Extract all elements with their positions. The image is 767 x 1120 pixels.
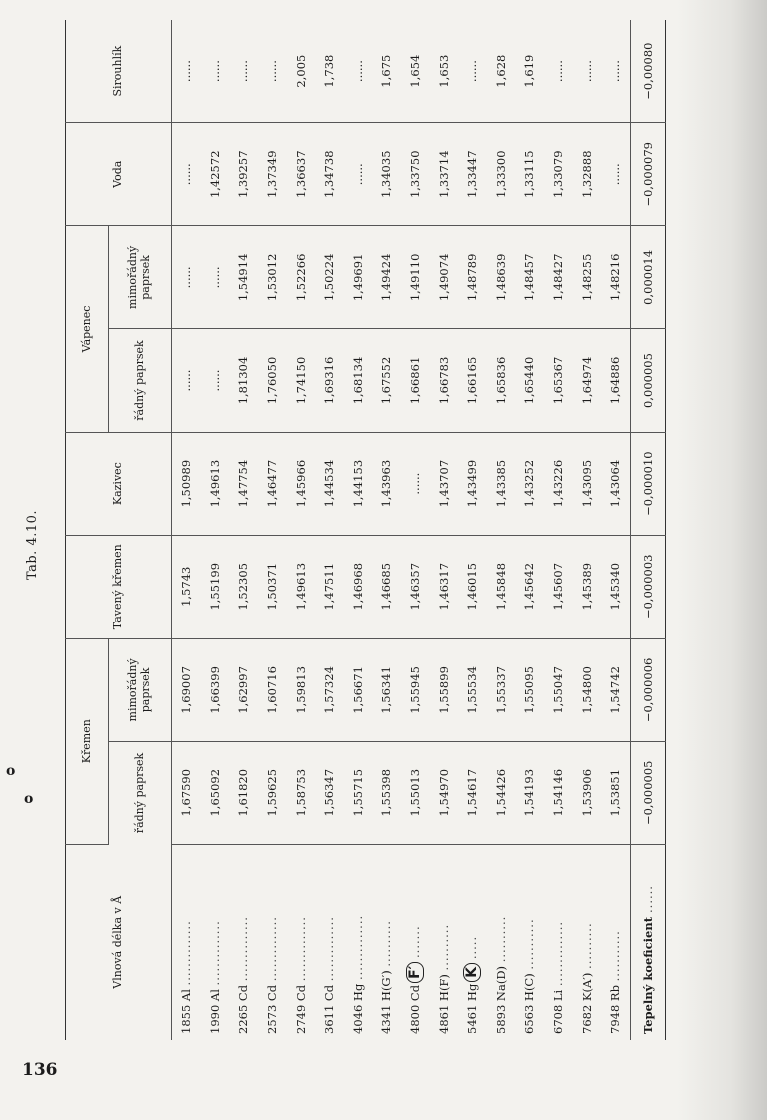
cell-quartz-extraordinary: 1,56671 bbox=[344, 638, 373, 741]
cell-quartz-ordinary: 1,58753 bbox=[286, 741, 315, 844]
table-body bbox=[172, 20, 666, 1040]
coefficient-calcite-extraordinary: 0,000014 bbox=[630, 226, 665, 329]
table-row bbox=[458, 20, 487, 1040]
table-row bbox=[172, 20, 201, 1040]
cell-quartz-extraordinary: 1,54800 bbox=[572, 638, 601, 741]
wavelength-label: 6563 H(C) bbox=[522, 973, 537, 1034]
table-caption: Tab. 4.10. bbox=[25, 509, 40, 581]
cell-water: ...... bbox=[601, 123, 630, 226]
cell-calcite-ordinary: 1,65440 bbox=[515, 329, 544, 432]
cell-cs2: ...... bbox=[172, 20, 201, 123]
leader-dots: .............. bbox=[322, 916, 337, 982]
cell-calcite-ordinary: 1,65367 bbox=[544, 329, 573, 432]
coefficient-fused-quartz: −0,000003 bbox=[630, 535, 665, 638]
cell-fused-quartz: 1,45642 bbox=[515, 535, 544, 638]
cell-fused-quartz: 1,45848 bbox=[487, 535, 516, 638]
cell-cs2: 1,628 bbox=[487, 20, 516, 123]
cell-cs2: 1,654 bbox=[401, 20, 430, 123]
leader-dots: .............. bbox=[236, 916, 251, 982]
leader-dots: .......... bbox=[436, 923, 451, 971]
cell-cs2: 2,005 bbox=[286, 20, 315, 123]
cell-quartz-ordinary: 1,53906 bbox=[572, 741, 601, 844]
cell-calcite-extraordinary: 1,49691 bbox=[344, 226, 373, 329]
cell-fluorite: 1,43095 bbox=[572, 432, 601, 535]
leader-dots: ........... bbox=[522, 918, 537, 970]
cell-fluorite: 1,50989 bbox=[172, 432, 201, 535]
cell-cs2: ...... bbox=[544, 20, 573, 123]
header-calcite-extraordinary: mimořádný paprsek bbox=[109, 226, 172, 329]
cell-calcite-ordinary: 1,66783 bbox=[429, 329, 458, 432]
table-row bbox=[201, 20, 230, 1040]
cell-calcite-extraordinary: 1,49074 bbox=[429, 226, 458, 329]
leader-dots: .............. bbox=[207, 920, 222, 986]
header-calcite: Vápenec bbox=[66, 226, 109, 432]
margin-mark: o bbox=[24, 791, 34, 807]
cell-calcite-extraordinary: 1,53012 bbox=[258, 226, 287, 329]
coefficient-water: −0,000079 bbox=[630, 123, 665, 226]
row-label bbox=[344, 844, 373, 1040]
leader-dots: ...... bbox=[640, 885, 655, 913]
cell-quartz-extraordinary: 1,55047 bbox=[544, 638, 573, 741]
row-label bbox=[258, 844, 287, 1040]
cell-fused-quartz: 1,47511 bbox=[315, 535, 344, 638]
cell-calcite-extraordinary: 1,48427 bbox=[544, 226, 573, 329]
cell-quartz-ordinary: 1,55715 bbox=[344, 741, 373, 844]
cell-calcite-ordinary: 1,74150 bbox=[286, 329, 315, 432]
cell-cs2: ...... bbox=[229, 20, 258, 123]
cell-cs2: 1,675 bbox=[372, 20, 401, 123]
cell-calcite-ordinary: 1,66861 bbox=[401, 329, 430, 432]
cell-quartz-ordinary: 1,65092 bbox=[201, 741, 230, 844]
header-quartz-ordinary: řádný paprsek bbox=[109, 741, 172, 844]
coefficient-cs2: −0,00080 bbox=[630, 20, 665, 123]
cell-quartz-extraordinary: 1,55899 bbox=[429, 638, 458, 741]
cell-fused-quartz: 1,46015 bbox=[458, 535, 487, 638]
cell-calcite-extraordinary: 1,48639 bbox=[487, 226, 516, 329]
cell-fluorite: 1,43499 bbox=[458, 432, 487, 535]
cell-fluorite: 1,43963 bbox=[372, 432, 401, 535]
table-row bbox=[286, 20, 315, 1040]
cell-calcite-extraordinary: 1,48457 bbox=[515, 226, 544, 329]
header-calcite-ordinary: řádný paprsek bbox=[109, 329, 172, 432]
row-label bbox=[601, 844, 630, 1040]
cell-quartz-ordinary: 1,54146 bbox=[544, 741, 573, 844]
wavelength-label: 7682 K(A′) bbox=[579, 972, 594, 1034]
cell-water: 1,34738 bbox=[315, 123, 344, 226]
leader-dots: ........... bbox=[608, 930, 623, 982]
refractive-index-table bbox=[65, 20, 666, 1040]
coefficient-calcite-ordinary: 0,000005 bbox=[630, 329, 665, 432]
cell-water: 1,33079 bbox=[544, 123, 573, 226]
cell-calcite-ordinary: 1,64974 bbox=[572, 329, 601, 432]
wavelength-label: 2573 Cd bbox=[265, 984, 280, 1034]
cell-water: 1,34035 bbox=[372, 123, 401, 226]
header-water: Voda bbox=[66, 123, 172, 226]
leader-dots: .............. bbox=[293, 916, 308, 982]
cell-fused-quartz: 1,46317 bbox=[429, 535, 458, 638]
cell-calcite-ordinary: 1,66165 bbox=[458, 329, 487, 432]
wavelength-label: 3611 Cd bbox=[322, 984, 337, 1034]
cell-calcite-extraordinary: ...... bbox=[201, 226, 230, 329]
cell-water: ...... bbox=[344, 123, 373, 226]
cell-quartz-ordinary: 1,54426 bbox=[487, 741, 516, 844]
cell-fluorite: 1,43226 bbox=[544, 432, 573, 535]
cell-fluorite: 1,43064 bbox=[601, 432, 630, 535]
cell-quartz-extraordinary: 1,55534 bbox=[458, 638, 487, 741]
table-row bbox=[544, 20, 573, 1040]
cell-quartz-extraordinary: 1,55945 bbox=[401, 638, 430, 741]
leader-dots: ..... bbox=[465, 935, 480, 960]
cell-cs2: ...... bbox=[258, 20, 287, 123]
wavelength-label: 2265 Cd bbox=[236, 984, 251, 1034]
wavelength-label: 5461 Hg bbox=[465, 983, 480, 1034]
cell-quartz-extraordinary: 1,56341 bbox=[372, 638, 401, 741]
wavelength-label: 6708 Li bbox=[551, 989, 566, 1034]
wavelength-label: 4341 H(G′) bbox=[379, 970, 394, 1034]
cell-calcite-extraordinary: 1,48255 bbox=[572, 226, 601, 329]
cell-quartz-ordinary: 1,67590 bbox=[172, 741, 201, 844]
cell-calcite-extraordinary: 1,48789 bbox=[458, 226, 487, 329]
cell-calcite-ordinary: 1,68134 bbox=[344, 329, 373, 432]
leader-dots: .......... bbox=[379, 920, 394, 967]
table-row bbox=[429, 20, 458, 1040]
cell-fused-quartz: 1,45607 bbox=[544, 535, 573, 638]
cell-quartz-extraordinary: 1,59813 bbox=[286, 638, 315, 741]
row-label bbox=[572, 844, 601, 1040]
cell-quartz-ordinary: 1,55013 bbox=[401, 741, 430, 844]
table-row bbox=[372, 20, 401, 1040]
cell-fluorite: 1,43252 bbox=[515, 432, 544, 535]
cell-quartz-ordinary: 1,59625 bbox=[258, 741, 287, 844]
row-label bbox=[229, 844, 258, 1040]
wavelength-label: 5893 Na(D) bbox=[493, 965, 508, 1034]
cell-fused-quartz: 1,46357 bbox=[401, 535, 430, 638]
handwritten-annotation: F′ bbox=[406, 962, 424, 983]
wavelength-label: 4861 H(F) bbox=[436, 974, 451, 1034]
cell-water: 1,36637 bbox=[286, 123, 315, 226]
coefficient-label-cell bbox=[630, 844, 665, 1040]
cell-fused-quartz: 1,45389 bbox=[572, 535, 601, 638]
header-wavelength: Vlnová délka v Å bbox=[66, 844, 172, 1040]
cell-quartz-ordinary: 1,54193 bbox=[515, 741, 544, 844]
cell-water: 1,33447 bbox=[458, 123, 487, 226]
cell-fluorite: 1,46477 bbox=[258, 432, 287, 535]
wavelength-label: 4046 Hg bbox=[350, 983, 365, 1034]
cell-quartz-extraordinary: 1,57324 bbox=[315, 638, 344, 741]
cell-calcite-extraordinary: 1,54914 bbox=[229, 226, 258, 329]
row-label bbox=[401, 844, 430, 1040]
cell-fused-quartz: 1,50371 bbox=[258, 535, 287, 638]
cell-calcite-ordinary: 1,76050 bbox=[258, 329, 287, 432]
table-row bbox=[315, 20, 344, 1040]
table-row bbox=[344, 20, 373, 1040]
cell-water: 1,33300 bbox=[487, 123, 516, 226]
cell-fused-quartz: 1,46968 bbox=[344, 535, 373, 638]
cell-cs2: 1,653 bbox=[429, 20, 458, 123]
row-label bbox=[544, 844, 573, 1040]
margin-mark: o bbox=[6, 763, 16, 779]
page-number: 136 bbox=[22, 1060, 58, 1080]
cell-calcite-extraordinary: 1,52266 bbox=[286, 226, 315, 329]
table-row bbox=[487, 20, 516, 1040]
cell-fluorite: 1,47754 bbox=[229, 432, 258, 535]
table-row bbox=[229, 20, 258, 1040]
cell-cs2: ...... bbox=[344, 20, 373, 123]
cell-calcite-ordinary: 1,65836 bbox=[487, 329, 516, 432]
cell-calcite-ordinary: ...... bbox=[201, 329, 230, 432]
cell-fluorite: 1,43385 bbox=[487, 432, 516, 535]
cell-fluorite: 1,49613 bbox=[201, 432, 230, 535]
cell-fused-quartz: 1,5743 bbox=[172, 535, 201, 638]
row-label bbox=[201, 844, 230, 1040]
cell-calcite-ordinary: 1,69316 bbox=[315, 329, 344, 432]
cell-cs2: ...... bbox=[201, 20, 230, 123]
leader-dots: .......... bbox=[579, 922, 594, 969]
wavelength-label: 1855 Al bbox=[179, 989, 194, 1034]
cell-cs2: ...... bbox=[458, 20, 487, 123]
row-label bbox=[487, 844, 516, 1040]
header-fluorite: Kazivec bbox=[66, 432, 172, 535]
cell-water: 1,33750 bbox=[401, 123, 430, 226]
cell-fluorite: 1,45966 bbox=[286, 432, 315, 535]
cell-water: 1,33115 bbox=[515, 123, 544, 226]
leader-dots: .............. bbox=[179, 920, 194, 986]
table-row bbox=[515, 20, 544, 1040]
row-label bbox=[286, 844, 315, 1040]
row-label bbox=[372, 844, 401, 1040]
coefficient-label: Tepelný koeficient bbox=[640, 916, 655, 1034]
cell-quartz-ordinary: 1,56347 bbox=[315, 741, 344, 844]
cell-calcite-extraordinary: 1,49424 bbox=[372, 226, 401, 329]
cell-fused-quartz: 1,45340 bbox=[601, 535, 630, 638]
cell-quartz-ordinary: 1,53851 bbox=[601, 741, 630, 844]
wavelength-label: 2749 Cd bbox=[293, 984, 308, 1034]
wavelength-label: 1990 Al bbox=[207, 989, 222, 1034]
cell-fused-quartz: 1,46685 bbox=[372, 535, 401, 638]
cell-calcite-ordinary: 1,64886 bbox=[601, 329, 630, 432]
cell-quartz-extraordinary: 1,66399 bbox=[201, 638, 230, 741]
cell-fused-quartz: 1,55199 bbox=[201, 535, 230, 638]
cell-fused-quartz: 1,52305 bbox=[229, 535, 258, 638]
cell-water: 1,42572 bbox=[201, 123, 230, 226]
cell-quartz-extraordinary: 1,62997 bbox=[229, 638, 258, 741]
wavelength-label: 4800 Cd bbox=[408, 984, 423, 1034]
cell-fused-quartz: 1,49613 bbox=[286, 535, 315, 638]
cell-quartz-extraordinary: 1,69007 bbox=[172, 638, 201, 741]
cell-water: 1,33714 bbox=[429, 123, 458, 226]
cell-calcite-extraordinary: 1,49110 bbox=[401, 226, 430, 329]
cell-calcite-ordinary: ...... bbox=[172, 329, 201, 432]
table-row bbox=[401, 20, 430, 1040]
leader-dots: ....... bbox=[408, 925, 423, 958]
cell-quartz-extraordinary: 1,55095 bbox=[515, 638, 544, 741]
cell-calcite-extraordinary: 1,50224 bbox=[315, 226, 344, 329]
row-label bbox=[315, 844, 344, 1040]
leader-dots: .............. bbox=[350, 914, 365, 981]
cell-cs2: 1,619 bbox=[515, 20, 544, 123]
wavelength-label: 7948 Rb bbox=[608, 985, 623, 1034]
cell-calcite-extraordinary: 1,48216 bbox=[601, 226, 630, 329]
row-label bbox=[515, 844, 544, 1040]
leader-dots: .......... bbox=[493, 915, 508, 963]
row-label bbox=[429, 844, 458, 1040]
header-quartz: Křemen bbox=[66, 638, 109, 844]
handwritten-annotation: K bbox=[463, 963, 481, 982]
row-label bbox=[458, 844, 487, 1040]
cell-quartz-ordinary: 1,54970 bbox=[429, 741, 458, 844]
table-row bbox=[572, 20, 601, 1040]
leader-dots: .............. bbox=[551, 920, 566, 987]
cell-quartz-extraordinary: 1,55337 bbox=[487, 638, 516, 741]
table-row bbox=[258, 20, 287, 1040]
header-cs2: Sirouhlík bbox=[66, 20, 172, 123]
cell-water: ...... bbox=[172, 123, 201, 226]
coefficient-row bbox=[630, 20, 665, 1040]
cell-quartz-ordinary: 1,54617 bbox=[458, 741, 487, 844]
cell-fluorite: 1,44153 bbox=[344, 432, 373, 535]
cell-calcite-ordinary: 1,67552 bbox=[372, 329, 401, 432]
cell-cs2: ...... bbox=[572, 20, 601, 123]
coefficient-quartz-ordinary: −0,000005 bbox=[630, 741, 665, 844]
cell-quartz-ordinary: 1,61820 bbox=[229, 741, 258, 844]
coefficient-quartz-extraordinary: −0,000006 bbox=[630, 638, 665, 741]
row-label bbox=[172, 844, 201, 1040]
cell-water: 1,37349 bbox=[258, 123, 287, 226]
cell-calcite-extraordinary: ...... bbox=[172, 226, 201, 329]
cell-cs2: 1,738 bbox=[315, 20, 344, 123]
cell-quartz-extraordinary: 1,60716 bbox=[258, 638, 287, 741]
rotated-table-container bbox=[25, 15, 735, 1075]
coefficient-fluorite: −0,000010 bbox=[630, 432, 665, 535]
leader-dots: .............. bbox=[265, 916, 280, 982]
cell-quartz-extraordinary: 1,54742 bbox=[601, 638, 630, 741]
header-fused-quartz: Tavený křemen bbox=[66, 535, 172, 638]
cell-water: 1,32888 bbox=[572, 123, 601, 226]
cell-fluorite: 1,43707 bbox=[429, 432, 458, 535]
cell-quartz-ordinary: 1,55398 bbox=[372, 741, 401, 844]
cell-calcite-ordinary: 1,81304 bbox=[229, 329, 258, 432]
cell-fluorite: 1,44534 bbox=[315, 432, 344, 535]
cell-cs2: ...... bbox=[601, 20, 630, 123]
cell-fluorite: ...... bbox=[401, 432, 430, 535]
cell-water: 1,39257 bbox=[229, 123, 258, 226]
table-row bbox=[601, 20, 630, 1040]
header-quartz-extraordinary: mimořádný paprsek bbox=[109, 638, 172, 741]
